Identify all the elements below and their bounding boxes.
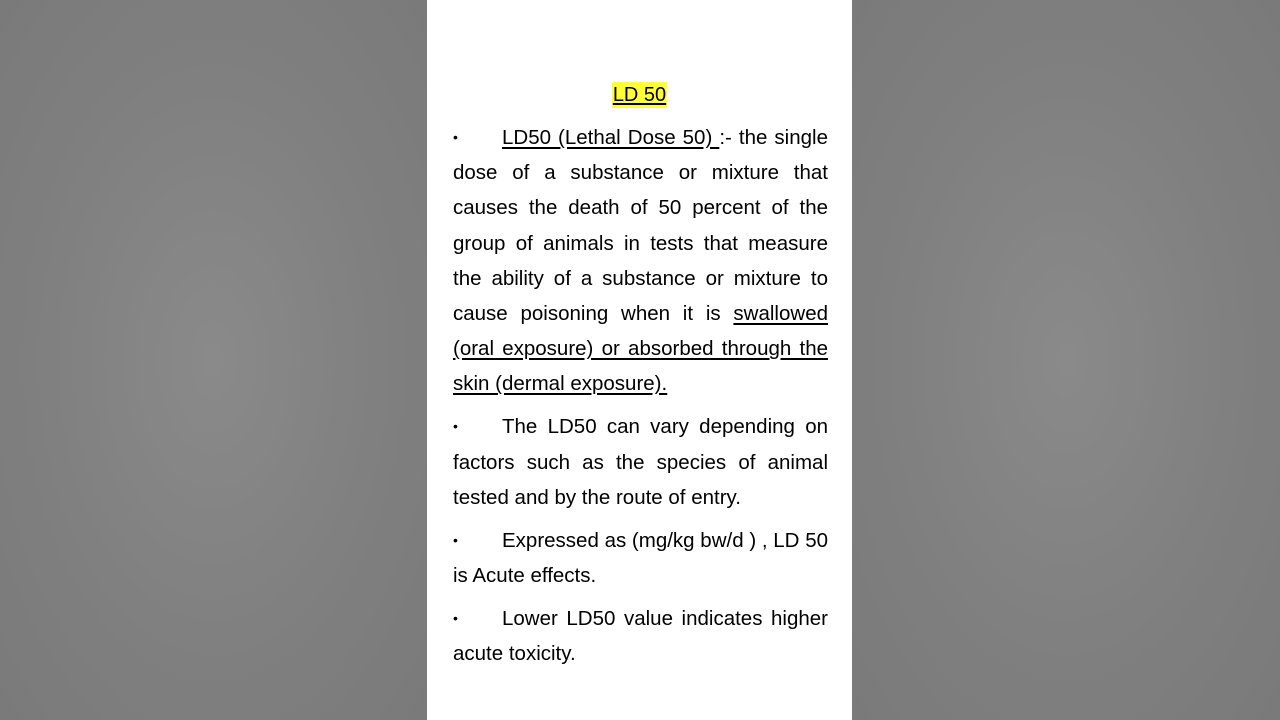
bullet-list xyxy=(453,120,828,679)
document-page xyxy=(427,0,852,720)
ld50-definition-text: :- the single dose of a substance or mixture that causes the death of 50 percent of the group of animals in tests that measure the ability of a substance or mixture to cause poisoning when it is xyxy=(453,126,828,326)
bullet-item-units xyxy=(453,523,828,593)
bullet-item-toxicity xyxy=(453,601,828,671)
bullet-icon: • xyxy=(453,531,458,548)
variation-text: The LD50 can vary depending on factors such as the species of animal tested and by the route of entry. xyxy=(453,415,828,509)
left-background xyxy=(0,0,427,720)
bullet-icon: • xyxy=(453,129,458,145)
ld50-term: LD50 (Lethal Dose 50) xyxy=(502,126,720,149)
bullet-item-ld50-definition xyxy=(453,120,828,402)
bullet-icon: • xyxy=(453,610,458,627)
bullet-icon: • xyxy=(453,418,458,435)
title-container xyxy=(427,82,852,108)
toxicity-text: Lower LD50 value indicates higher acute toxicity. xyxy=(453,607,828,666)
page-title: LD 50 xyxy=(612,84,667,106)
bullet-item-variation xyxy=(453,409,828,515)
units-text: Expressed as (mg/kg bw/d ) , LD 50 is Acute effects. xyxy=(453,528,828,588)
right-background xyxy=(852,0,1280,720)
ld50-exposure-routes: swallowed (oral exposure) or absorbed through the skin (dermal exposure). xyxy=(453,302,828,396)
